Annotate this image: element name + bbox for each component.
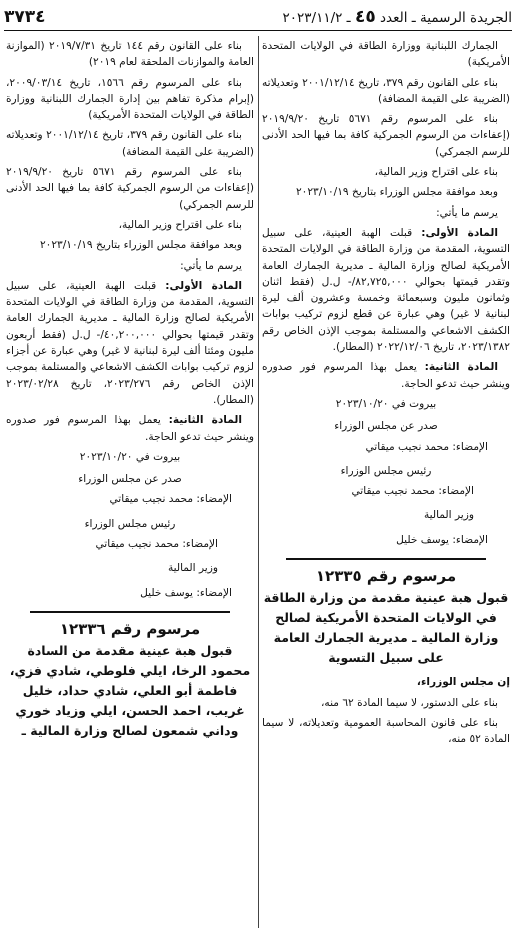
article-2-label: المادة الثانية: <box>168 414 242 427</box>
article-2-label: المادة الثانية: <box>424 361 498 374</box>
signature-pm-2: الإمضاء: محمد نجيب ميقاتي <box>95 538 218 551</box>
finance-minister-title: وزير المالية <box>423 509 474 522</box>
article-2 <box>6 412 254 445</box>
signature-pm-2: الإمضاء: محمد نجيب ميقاتي <box>351 485 474 498</box>
pm-title: رئيس مجلس الوزراء <box>340 464 432 477</box>
date-line: بيروت في ٢٠٢٣/١٠/٢٠ <box>335 397 437 410</box>
left-column <box>6 38 254 928</box>
intro-paragraph: بناء على اقتراح وزير المالية، <box>118 218 242 231</box>
date-line: بيروت في ٢٠٢٣/١٠/٢٠ <box>79 450 181 463</box>
signature-pm: الإمضاء: محمد نجيب ميقاتي <box>365 440 488 453</box>
article-1-label: المادة الأولى: <box>421 226 498 239</box>
intro-paragraph: الجمارك اللبنانية ووزارة الطاقة في الولايات المتحدة الأمريكية) <box>262 40 510 69</box>
article-1 <box>6 278 254 408</box>
column-divider <box>258 36 259 928</box>
intro-paragraph: بناء على القانون رقم ٣٧٩، تاريخ ٢٠٠١/١٢/١٤ وتعديلاته (الضريبة على القيمة المضافة) <box>6 129 254 158</box>
decree-title: مرسوم رقم ١٢٣٣٦ <box>59 619 201 638</box>
separator-rule <box>286 558 486 560</box>
signature-finance: الإمضاء: يوسف خليل <box>140 586 232 599</box>
intro-paragraph: بناء على المرسوم رقم ٥٦٧١ تاريخ ٢٠١٩/٩/٢٠ (إعفاءات من الرسوم الجمركية كافة بما فيها الحد الأدنى للرسم الجمركي) <box>6 166 254 211</box>
decrees-line: يرسم ما يأتي: <box>180 259 242 272</box>
decree-subject: قبول هبة عينية مقدمة من السادة محمود الرخا، ايلي فلوطي، شادي فزي، فاطمة أبو العلي، شادي حداد، خليل غريب، احمد الحسن، ايلي وزياد خوري وداني شمعون لصالح وزارة المالية ـ <box>9 643 251 739</box>
page-header <box>4 4 512 31</box>
article-2-text: يعمل بهذا المرسوم فور صدوره وينشر حيث تدعو الحاجة. <box>262 361 510 390</box>
issue-date: ـ ٢٠٢٣/١١/٢ <box>282 10 351 26</box>
gazette-name: الجريدة الرسمية ـ العدد <box>380 10 512 26</box>
finance-minister-title: وزير المالية <box>167 562 218 575</box>
article-1-label: المادة الأولى: <box>165 279 242 292</box>
article-1-text: قبلت الهبة العينية، على سبيل التسوية، المقدمة من وزارة الطاقة في الولايات المتحدة الأمريكية لصالح وزارة المالية ـ مديرية الجمارك العامة وتقدر قيمتها بحوالي ٨٢,٧٢٥,٠٠٠/- ل.ل (فقط اثنان وثمانون مليون وسبعمائة وخمسة وعشرون ألف ليرة لبنانية لا غير) وهي عبارة عن قطع لزوم تركيب بوابات الكشف الاشعاعي والمستلمة بموجب الإذن الخاص رقم ٢٠٢٣/١٣٨٢، تاريخ ٢٠٢٢/١٢/٠٦ (المطار). <box>262 226 511 354</box>
issue-number: ٤٥ <box>354 7 376 27</box>
issued-by: صدر عن مجلس الوزراء <box>78 473 182 486</box>
intro-paragraph: وبعد موافقة مجلس الوزراء بتاريخ ٢٠٢٣/١٠/١٩ <box>39 239 242 252</box>
pm-title: رئيس مجلس الوزراء <box>84 517 176 530</box>
decree-title: مرسوم رقم ١٢٣٣٥ <box>315 567 457 586</box>
intro-paragraph: بناء على اقتراح وزير المالية، <box>374 166 498 179</box>
council-line: إن مجلس الوزراء، <box>416 676 510 689</box>
separator-rule <box>30 611 230 613</box>
article-1 <box>262 225 510 355</box>
article-2-text: يعمل بهذا المرسوم فور صدوره وينشر حيث تدعو الحاجة. <box>6 414 254 443</box>
article-2 <box>262 359 510 392</box>
article-1-text: قبلت الهبة العينية، على سبيل التسوية، المقدمة من وزارة الطاقة في الولايات المتحدة الأمريكية لصالح وزارة المالية ـ مديرية الجمارك العامة وتقدر قيمتها بحوالي ٤٠,٢٠٠,٠٠٠/- ل.ل (فقط أربعون مليون ومئتا ألف ليرة لبنانية لا غير) وهي عبارة عن أجزاء لزوم تركيب بوابات الكشف الاشعاعي والمستلمة بموجب الإذن الخاص رقم ٢٠٢٣/٢٧٦، تاريخ ٢٠٢٣/٠٢/٢٨ (المطار). <box>6 279 254 406</box>
decrees-line: يرسم ما يأتي: <box>436 206 498 219</box>
basis-paragraph: بناء على الدستور، لا سيما المادة ٦٢ منه، <box>320 696 498 709</box>
decree-subject: قبول هبة عينية مقدمة من وزارة الطاقة في الولايات المتحدة الأمريكية لصالح وزارة المالية ـ مديرية الجمارك العامة على سبيل التسوية <box>263 590 509 666</box>
intro-paragraph: وبعد موافقة مجلس الوزراء بتاريخ ٢٠٢٣/١٠/١٩ <box>295 186 498 199</box>
page-number: ٣٧٣٤ <box>4 7 46 27</box>
issued-by: صدر عن مجلس الوزراء <box>334 420 438 433</box>
intro-paragraph: بناء على المرسوم رقم ١٥٦٦، تاريخ ٢٠٠٩/٠٣/١٤، (إبرام مذكرة تفاهم بين إدارة الجمارك اللبنانية ووزارة الطاقة في الولايات المتحدة الأمريكية) <box>6 76 254 122</box>
intro-paragraph: بناء على القانون رقم ١٤٤ تاريخ ٢٠١٩/٧/٣١ (الموازنة العامة والموازنات الملحقة لعام ٢٠١٩) <box>6 40 254 69</box>
intro-paragraph: بناء على المرسوم رقم ٥٦٧١ تاريخ ٢٠١٩/٩/٢٠ (إعفاءات من الرسوم الجمركية كافة بما فيها الحد الأدنى للرسم الجمركي) <box>262 113 510 158</box>
header-title <box>283 7 512 27</box>
basis-paragraph: بناء على قانون المحاسبة العمومية وتعديلاته، لا سيما المادة ٥٢ منه، <box>262 716 510 746</box>
right-column <box>262 38 510 928</box>
intro-paragraph: بناء على القانون رقم ٣٧٩، تاريخ ٢٠٠١/١٢/١٤ وتعديلاته (الضريبة على القيمة المضافة) <box>262 76 510 105</box>
signature-finance: الإمضاء: يوسف خليل <box>396 533 488 546</box>
signature-pm: الإمضاء: محمد نجيب ميقاتي <box>109 493 232 506</box>
